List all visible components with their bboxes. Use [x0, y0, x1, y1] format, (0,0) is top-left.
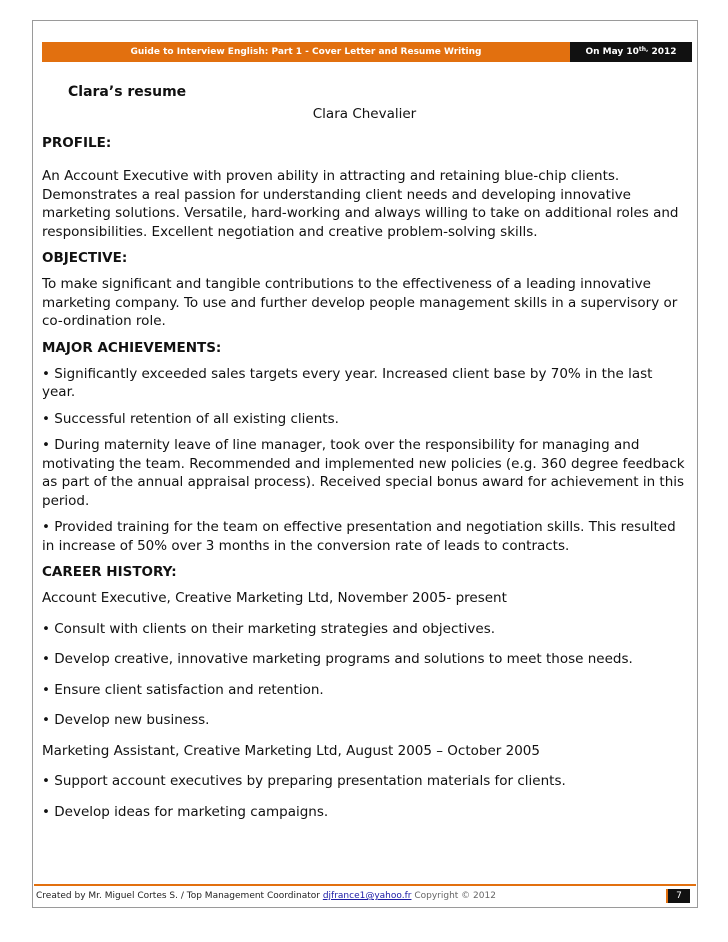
job-title: Marketing Assistant, Creative Marketing Ltd, August 2005 – October 2005 — [42, 742, 540, 759]
header-bar — [42, 42, 692, 62]
job-duty: • Develop new business. — [42, 712, 210, 728]
job-duty: • Develop creative, innovative marketing programs and solutions to meet those needs. — [42, 651, 633, 667]
achievement-item: • Provided training for the team on effective presentation and negotiation skills. This resulted in increase of 50% over 3 months in the conversion rate of leads to contracts. — [42, 519, 676, 554]
job-duty: • Ensure client satisfaction and retention. — [42, 681, 324, 698]
objective-heading: OBJECTIVE: — [42, 250, 128, 266]
achievements-heading: MAJOR ACHIEVEMENTS: — [42, 339, 222, 356]
date-suffix: th, — [638, 46, 649, 53]
header-date — [570, 42, 692, 62]
guide-title: Guide to Interview English: Part 1 - Cover Letter and Resume Writing — [42, 42, 570, 62]
document-title: Clara’s resume — [68, 84, 187, 100]
achievement-item: • Significantly exceeded sales targets every year. Increased client base by 70% in the last year. — [42, 365, 653, 400]
career-heading: CAREER HISTORY: — [42, 564, 177, 580]
footer-copyright: Copyright © 2012 — [411, 891, 496, 901]
profile-text: An Account Executive with proven ability in attracting and retaining blue-chip clients. Demonstrates a real passion for understanding client needs and developing innovative marketing solutions. Versatile, hard-working and always willing to take on additional roles and responsibilities. Excellent negotiation and creative problem-solving skills. — [42, 168, 679, 240]
job-duty: • Support account executives by preparing presentation materials for clients. — [42, 773, 566, 789]
profile-heading: PROFILE: — [42, 135, 112, 151]
footer-email-link[interactable]: djfrance1@yahoo.fr — [322, 891, 412, 901]
achievement-item: • Successful retention of all existing clients. — [42, 410, 339, 427]
candidate-name: Clara Chevalier — [312, 106, 417, 122]
job-duty: • Consult with clients on their marketing strategies and objectives. — [42, 620, 496, 637]
objective-text: To make significant and tangible contributions to the effectiveness of a leading innovative marketing company. To use and further develop people management skills in a supervisory or co-ordination role. — [42, 276, 678, 329]
achievement-item: • During maternity leave of line manager, took over the responsibility for managing and motivating the team. Recommended and implemented new policies (e.g. 360 degree feedback as part of the annual appraisal process). Received special bonus award for achievement in this period. — [42, 437, 685, 509]
job-title: Account Executive, Creative Marketing Ltd, November 2005- present — [42, 590, 507, 606]
page-number: 7 — [666, 889, 690, 903]
footer — [34, 884, 696, 906]
resume-content — [42, 80, 687, 833]
footer-text — [36, 886, 496, 906]
footer-credit: Created by Mr. Miguel Cortes S. / Top Management Coordinator — [36, 891, 323, 901]
date-prefix: On May 10 — [585, 47, 639, 57]
date-year: 2012 — [648, 47, 677, 57]
job-duty: • Develop ideas for marketing campaigns. — [42, 803, 329, 820]
